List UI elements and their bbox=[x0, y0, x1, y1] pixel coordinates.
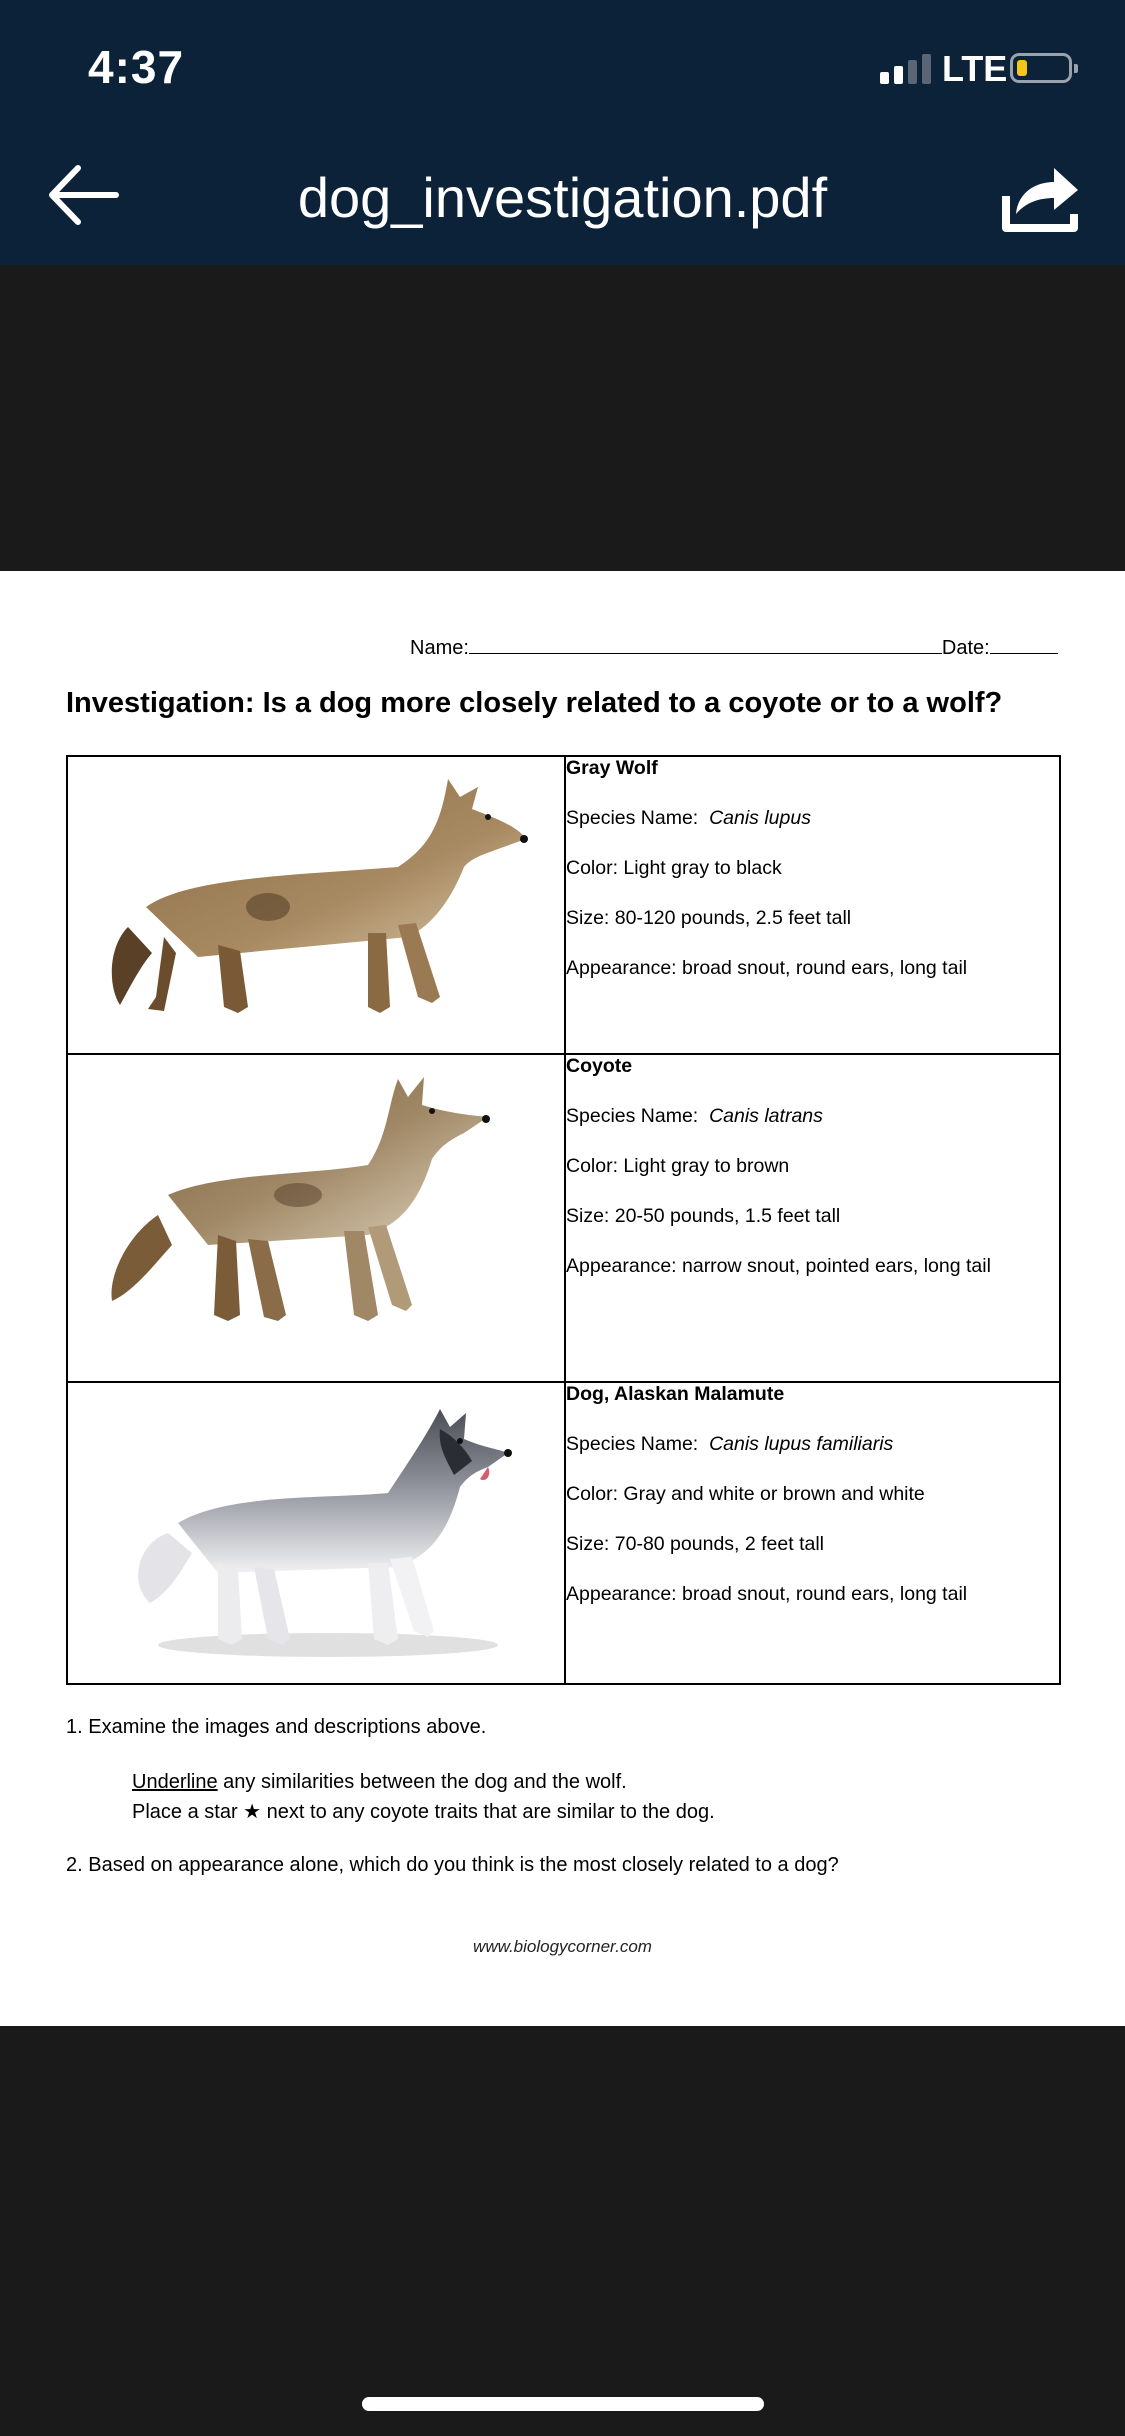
appearance-line: Appearance: broad snout, round ears, long tail bbox=[566, 1583, 968, 1605]
appearance-line: Appearance: narrow snout, pointed ears, long tail bbox=[566, 1255, 991, 1277]
home-indicator[interactable] bbox=[362, 2397, 764, 2411]
species-line: Species Name: Canis lupus bbox=[566, 807, 811, 829]
species-line: Species Name: Canis lupus familiaris bbox=[566, 1433, 894, 1455]
name-label: Name: bbox=[410, 637, 469, 659]
table-row bbox=[67, 756, 1060, 1054]
animal-table bbox=[66, 755, 1061, 1685]
appearance-line: Appearance: broad snout, round ears, long tail bbox=[566, 957, 968, 979]
malamute-info bbox=[565, 1382, 1060, 1684]
status-time: 4:37 bbox=[88, 41, 185, 93]
battery-icon bbox=[1010, 53, 1072, 83]
color-line: Color: Gray and white or brown and white bbox=[566, 1483, 925, 1505]
malamute-image bbox=[67, 1382, 565, 1684]
species-line: Species Name: Canis latrans bbox=[566, 1105, 823, 1127]
date-label: Date: bbox=[941, 637, 990, 659]
app-header bbox=[0, 0, 1125, 265]
name-date-line bbox=[410, 635, 1058, 660]
size-line: Size: 70-80 pounds, 2 feet tall bbox=[566, 1533, 825, 1555]
animal-name: Gray Wolf bbox=[566, 757, 658, 779]
size-line: Size: 80-120 pounds, 2.5 feet tall bbox=[566, 907, 852, 929]
coyote-info bbox=[565, 1054, 1060, 1382]
share-icon[interactable] bbox=[1000, 158, 1080, 234]
table-row bbox=[67, 1054, 1060, 1382]
coyote-image bbox=[67, 1054, 565, 1382]
question-1: 1. Examine the images and descriptions above. bbox=[66, 1716, 487, 1738]
question-1-instruction-star: Place a star ★ next to any coyote traits that are similar to the dog. bbox=[132, 1801, 715, 1823]
question-2: 2. Based on appearance alone, which do you think is the most closely related to a dog? bbox=[66, 1854, 839, 1876]
network-type: LTE bbox=[942, 48, 1008, 89]
document-title: dog_investigation.pdf bbox=[297, 166, 828, 229]
question-1-instruction-underline: Underline any similarities between the dog and the wolf. bbox=[132, 1771, 627, 1793]
table-row bbox=[67, 1382, 1060, 1684]
color-line: Color: Light gray to black bbox=[566, 857, 782, 879]
investigation-heading: Investigation: Is a dog more closely related to a coyote or to a wolf? bbox=[66, 687, 1003, 719]
wolf-image bbox=[67, 756, 565, 1054]
signal-strength-icon bbox=[880, 54, 931, 84]
animal-name: Dog, Alaskan Malamute bbox=[566, 1383, 785, 1405]
size-line: Size: 20-50 pounds, 1.5 feet tall bbox=[566, 1205, 841, 1227]
color-line: Color: Light gray to brown bbox=[566, 1155, 790, 1177]
animal-name: Coyote bbox=[566, 1055, 633, 1077]
wolf-info bbox=[565, 756, 1060, 1054]
footer-url: www.biologycorner.com bbox=[473, 1937, 652, 1956]
pdf-page[interactable] bbox=[0, 571, 1125, 2026]
